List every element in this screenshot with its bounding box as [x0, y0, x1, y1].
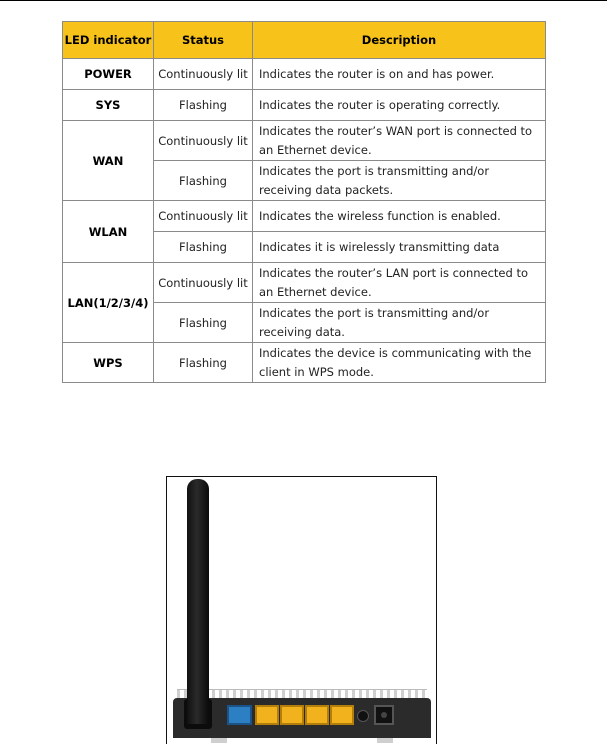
indicator-wps: WPS: [63, 343, 154, 383]
description-cell: Indicates the wireless function is enabled.: [253, 201, 546, 232]
header-status: Status: [154, 22, 253, 59]
status-cell: Flashing: [154, 343, 253, 383]
table-row: [63, 343, 546, 383]
indicator-sys: SYS: [63, 90, 154, 121]
table-header-row: [63, 22, 546, 59]
header-led-indicator: LED indicator: [63, 22, 154, 59]
router-foot: [377, 738, 393, 743]
indicator-wan: WAN: [63, 121, 154, 201]
lan-port-1-icon: [255, 705, 279, 725]
description-cell: Indicates it is wirelessly transmitting data: [253, 232, 546, 263]
table-row: [63, 201, 546, 232]
description-cell: Indicates the router’s WAN port is connected to an Ethernet device.: [253, 121, 546, 161]
lan-port-3-icon: [305, 705, 329, 725]
description-cell: Indicates the router is on and has power.: [253, 59, 546, 90]
status-cell: Continuously lit: [154, 263, 253, 303]
table-row: [63, 59, 546, 90]
led-indicator-table: [62, 21, 546, 383]
power-jack-icon: [374, 705, 394, 725]
table-row: [63, 263, 546, 303]
router-rear-panel-figure: [166, 476, 437, 744]
header-description: Description: [253, 22, 546, 59]
wan-port-icon: [227, 705, 252, 725]
description-cell: Indicates the device is communicating with the client in WPS mode.: [253, 343, 546, 383]
description-cell: Indicates the port is transmitting and/or receiving data.: [253, 303, 546, 343]
description-cell: Indicates the port is transmitting and/or receiving data packets.: [253, 161, 546, 201]
lan-port-2-icon: [280, 705, 304, 725]
status-cell: Continuously lit: [154, 201, 253, 232]
status-cell: Flashing: [154, 303, 253, 343]
status-cell: Flashing: [154, 161, 253, 201]
table-row: [63, 121, 546, 161]
lan-port-4-icon: [330, 705, 354, 725]
indicator-lan: LAN(1/2/3/4): [63, 263, 154, 343]
status-cell: Continuously lit: [154, 59, 253, 90]
wps-reset-button-icon: [357, 710, 369, 722]
table-row: [63, 90, 546, 121]
indicator-power: POWER: [63, 59, 154, 90]
antenna-icon: [187, 479, 209, 724]
header-rule: [0, 0, 607, 1]
status-cell: Flashing: [154, 90, 253, 121]
router-foot: [211, 738, 227, 743]
status-cell: Continuously lit: [154, 121, 253, 161]
indicator-wlan: WLAN: [63, 201, 154, 263]
description-cell: Indicates the router is operating correctly.: [253, 90, 546, 121]
description-cell: Indicates the router’s LAN port is connected to an Ethernet device.: [253, 263, 546, 303]
status-cell: Flashing: [154, 232, 253, 263]
